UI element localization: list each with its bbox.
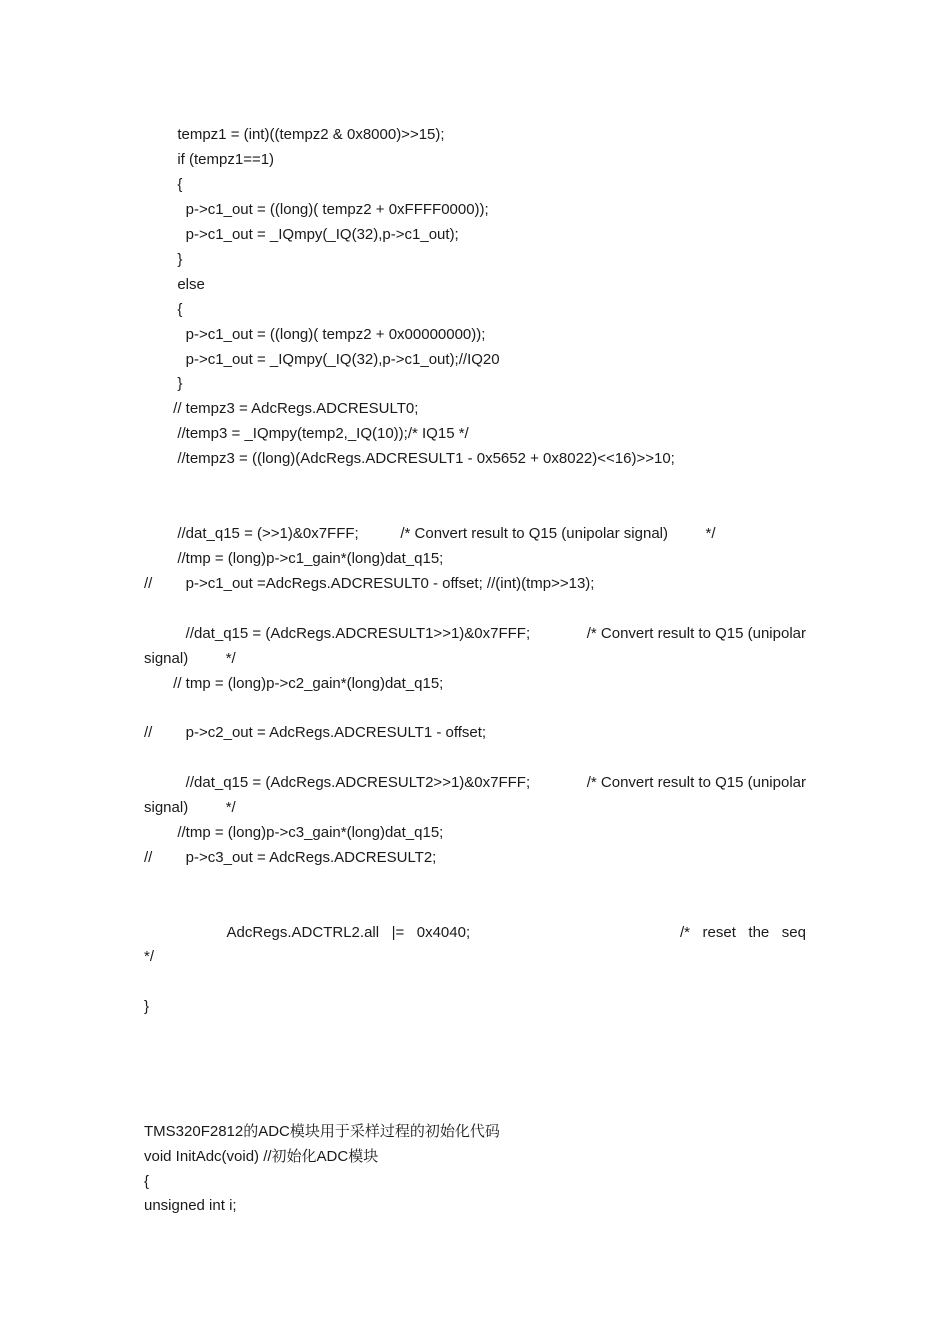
code-comment: /* Convert result to Q15 (unipolar: [586, 625, 806, 642]
code-line: tempz1 = (int)((tempz2 & 0x8000)>>15);: [144, 126, 445, 143]
code-line: }: [144, 375, 183, 392]
code-line: }: [144, 251, 183, 268]
code-line: {: [144, 301, 183, 318]
code-line: p->c1_out = ((long)( tempz2 + 0x00000000));: [144, 326, 486, 343]
code-line: void InitAdc(void) //初始化ADC模块: [144, 1148, 379, 1165]
code-line: //tempz3 = ((long)(AdcRegs.ADCRESULT1 - 0x5652 + 0x8022)<<16)>>10;: [144, 450, 675, 467]
code-line: signal) */: [144, 799, 236, 816]
code-line: else: [144, 276, 205, 293]
section-title: TMS320F2812的ADC模块用于采样过程的初始化代码: [144, 1123, 500, 1140]
code-comment: [680, 920, 806, 945]
code-line: */: [144, 948, 155, 965]
code-text: //dat_q15 = (AdcRegs.ADCRESULT1>>1)&0x7FFF;: [144, 625, 531, 642]
comment-word: /*: [680, 924, 691, 941]
code-line: // p->c1_out =AdcRegs.ADCRESULT0 - offset; //(int)(tmp>>13);: [144, 575, 595, 592]
code-line: if (tempz1==1): [144, 151, 275, 168]
comment-word: the: [748, 924, 770, 941]
code-line: unsigned int i;: [144, 1197, 237, 1214]
code-line-wrapped: [144, 770, 806, 795]
code-line-wrapped: [144, 621, 806, 646]
code-line: //temp3 = _IQmpy(temp2,_IQ(10));/* IQ15 */: [144, 425, 469, 442]
code-comment: /* Convert result to Q15 (unipolar: [586, 774, 806, 791]
code-line: //tmp = (long)p->c3_gain*(long)dat_q15;: [144, 824, 444, 841]
code-line: {: [144, 1173, 150, 1190]
code-line: p->c1_out = _IQmpy(_IQ(32),p->c1_out);: [144, 226, 459, 243]
code-line: {: [144, 176, 183, 193]
code-line: // tempz3 = AdcRegs.ADCRESULT0;: [144, 400, 419, 417]
code-line: // p->c2_out = AdcRegs.ADCRESULT1 - offset;: [144, 724, 487, 741]
code-text: AdcRegs.ADCTRL2.all |= 0x4040;: [144, 924, 471, 941]
code-line: p->c1_out = ((long)( tempz2 + 0xFFFF0000));: [144, 201, 489, 218]
code-line-justified: [144, 920, 806, 945]
code-line: //tmp = (long)p->c1_gain*(long)dat_q15;: [144, 550, 444, 567]
code-text: //dat_q15 = (AdcRegs.ADCRESULT2>>1)&0x7FFF;: [144, 774, 531, 791]
code-line: // tmp = (long)p->c2_gain*(long)dat_q15;: [144, 675, 444, 692]
code-line: }: [144, 998, 150, 1015]
code-line: signal) */: [144, 650, 236, 667]
comment-word: reset: [702, 924, 736, 941]
code-line: //dat_q15 = (>>1)&0x7FFF; /* Convert result to Q15 (unipolar signal) */: [144, 525, 716, 542]
code-line: // p->c3_out = AdcRegs.ADCRESULT2;: [144, 849, 437, 866]
code-line: p->c1_out = _IQmpy(_IQ(32),p->c1_out);//IQ20: [144, 351, 500, 368]
comment-word: seq: [781, 924, 806, 941]
